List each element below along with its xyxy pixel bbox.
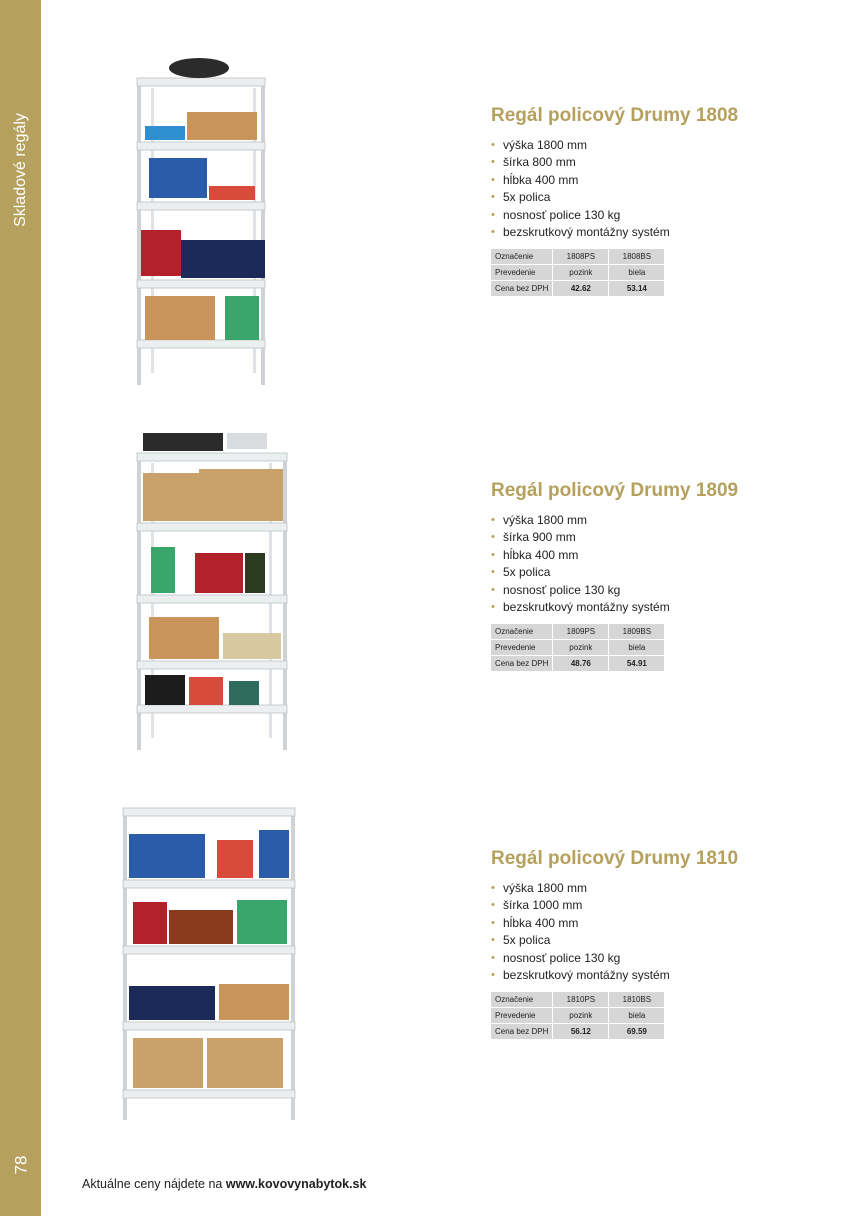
section-title-container [7,100,35,240]
row-label: Označenie [491,249,553,265]
row-label: Označenie [491,992,553,1008]
price-value: 42.62 [553,281,609,297]
product-code: 1808PS [553,249,609,265]
shelf-photo [119,800,304,1120]
finish-value: biela [609,640,665,656]
spec-item: • 5x polica [491,189,738,206]
spec-item: • bezskrutkový montážny systém [491,224,738,241]
spec-item: • výška 1800 mm [491,880,738,897]
section-title: Skladové regály [12,113,29,227]
product-code: 1810PS [553,992,609,1008]
product-title: Regál policový Drumy 1810 [491,848,739,869]
row-label: Cena bez DPH [491,656,553,672]
price-value: 69.59 [609,1024,665,1040]
spec-list [491,137,738,241]
spec-list [491,880,738,984]
product-code: 1809BS [609,624,665,640]
price-value: 53.14 [609,281,665,297]
product-title: Regál policový Drumy 1808 [491,105,739,126]
row-label: Cena bez DPH [491,1024,553,1040]
product-title: Regál policový Drumy 1809 [491,480,739,501]
product-1810 [41,790,860,1125]
price-value: 54.91 [609,656,665,672]
table-row [491,265,665,281]
row-label: Prevedenie [491,265,553,281]
shelf-illustration-icon [133,425,293,750]
table-row [491,640,665,656]
product-1809 [41,420,860,755]
sidebar [0,0,41,1216]
spec-list [491,512,738,616]
website-link[interactable]: www.kovovynabytok.sk [225,1177,367,1191]
table-row [491,656,665,672]
row-label: Cena bez DPH [491,281,553,297]
spec-item: • 5x polica [491,932,738,949]
product-info [491,480,738,672]
finish-value: biela [609,265,665,281]
spec-item: • nosnosť police 130 kg [491,582,738,599]
spec-item: • bezskrutkový montážny systém [491,967,738,984]
page-number: 78 [10,1155,30,1175]
table-row [491,281,665,297]
product-info [491,105,738,297]
spec-item: • hĺbka 400 mm [491,547,738,564]
spec-item: • 5x polica [491,564,738,581]
shelf-photo [131,50,281,385]
table-row [491,624,665,640]
spec-item: • hĺbka 400 mm [491,172,738,189]
spec-item: • výška 1800 mm [491,137,738,154]
footer-text: Aktuálne ceny nájdete na [82,1177,226,1191]
table-row [491,992,665,1008]
price-table [491,992,665,1040]
footer-note [82,1177,366,1191]
shelf-illustration-icon [119,800,304,1120]
product-code: 1810BS [609,992,665,1008]
spec-item: • šírka 800 mm [491,154,738,171]
row-label: Označenie [491,624,553,640]
table-row [491,1024,665,1040]
finish-value: pozink [553,265,609,281]
spec-item: • nosnosť police 130 kg [491,207,738,224]
price-table [491,624,665,672]
finish-value: pozink [553,1008,609,1024]
product-code: 1808BS [609,249,665,265]
price-table [491,249,665,297]
spec-item: • šírka 1000 mm [491,897,738,914]
table-row [491,1008,665,1024]
spec-item: • bezskrutkový montážny systém [491,599,738,616]
row-label: Prevedenie [491,1008,553,1024]
spec-item: • hĺbka 400 mm [491,915,738,932]
price-value: 56.12 [553,1024,609,1040]
price-value: 48.76 [553,656,609,672]
finish-value: biela [609,1008,665,1024]
page-number-container [8,1150,34,1180]
spec-item: • výška 1800 mm [491,512,738,529]
spec-item: • nosnosť police 130 kg [491,950,738,967]
shelf-illustration-icon [131,50,281,385]
finish-value: pozink [553,640,609,656]
row-label: Prevedenie [491,640,553,656]
spec-item: • šírka 900 mm [491,529,738,546]
product-code: 1809PS [553,624,609,640]
shelf-photo [133,425,293,750]
product-info [491,848,738,1040]
table-row [491,249,665,265]
product-1808 [41,45,860,390]
